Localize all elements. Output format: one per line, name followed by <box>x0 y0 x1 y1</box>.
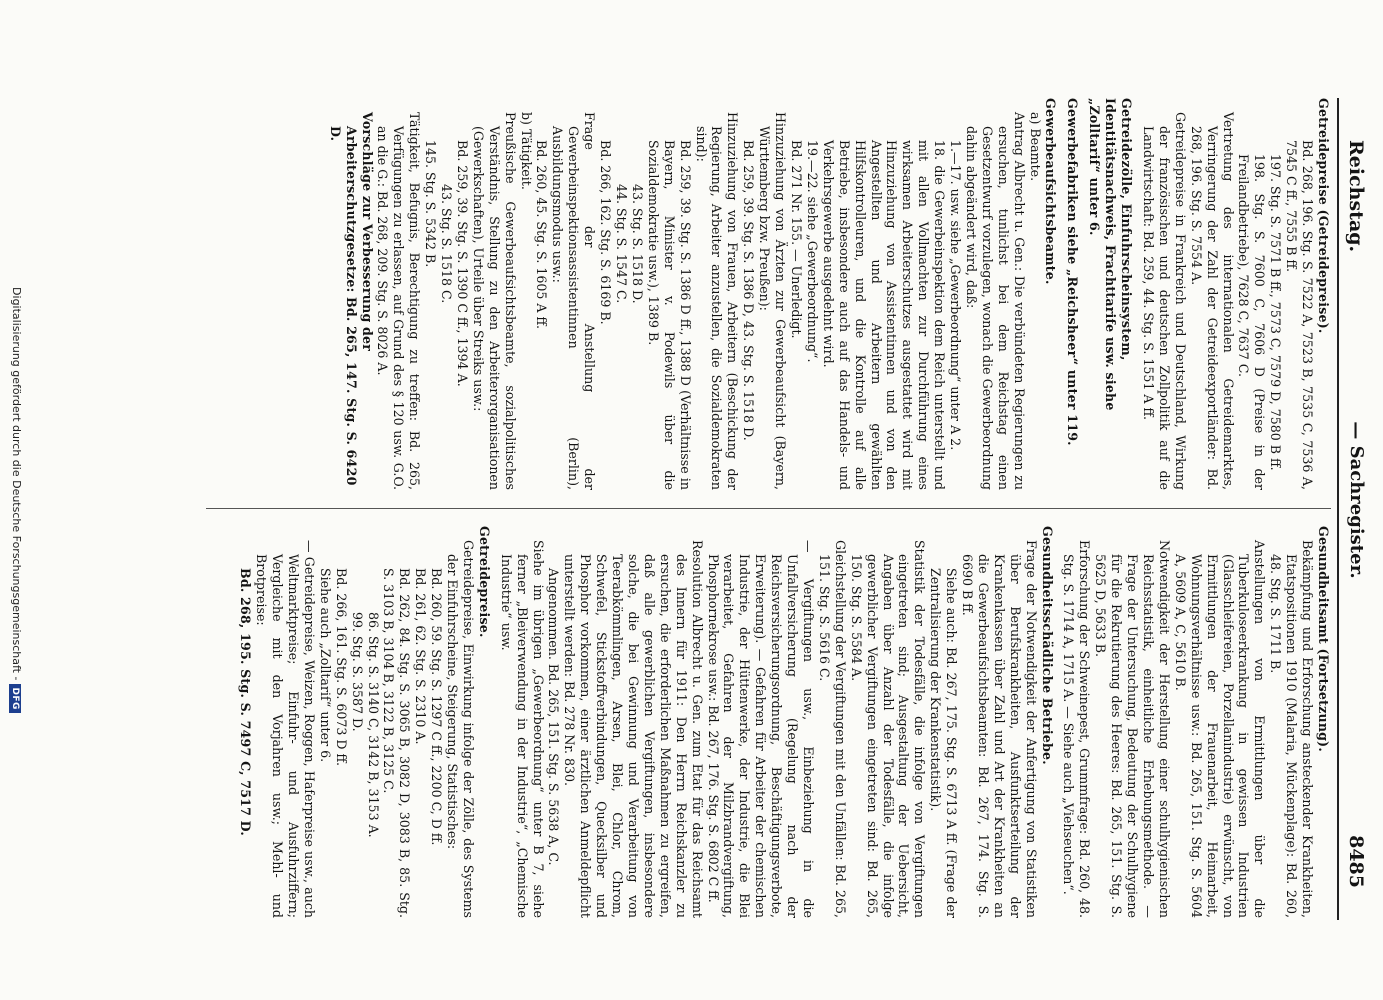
register-entry: Siehe im übrigen „Gewerbeordnung“ unter B 7, siehe ferner „Bleiverwendung in der Industrie“, „Chemische Industrie“ usw. <box>498 540 546 918</box>
register-entry: Preußische Gewerbeaufsichtsbeamte, sozialpolitisches Verständnis, Stellung zu den Arbeiterorganisationen (Gewerkschaften), Urteile über Streiks usw.: <box>470 112 518 490</box>
register-entry: Erforschung der Schweinepest, Grummfrage: Bd. 260, 48. Stg. S. 1714 A, 1715 A. — Siehe auch „Viehseuchen“. <box>1061 540 1093 918</box>
register-entry: Siehe auch „Zolltarif“ unter 6. <box>317 568 333 763</box>
footer-text: Digitalisierung gefördert durch die Deutsche Forschungsgemeinschaft - <box>10 287 23 681</box>
register-heading: Gesundheitsamt (Fortsetzung). <box>1316 526 1331 752</box>
page-number: 8485 <box>1345 835 1367 888</box>
right-column <box>201 526 1331 918</box>
register-entry: Bekämpfung und Erforschung ansteckender Krankheiten, Etatspositionen 1910 (Malaria, Mückenplage): Bd. 260, 48. Stg. S. 1711 B. <box>1268 540 1316 918</box>
column-divider <box>206 508 1331 509</box>
register-entry: b) Tätigkeit. <box>518 112 534 190</box>
register-entry: Hinzuziehung von Ärzten zur Gewerbeaufsicht (Bayern, Württemberg bzw. Preußen): <box>757 112 789 490</box>
register-entry: Getreidepreise in Frankreich und Deutschland, Wirkung der französischen und deutschen Zollpolitik auf die Landwirtschaft: Bd. 259, 44. Stg. S. 1551 A ff. <box>1141 112 1188 490</box>
register-heading: Vorschläge zur Verbesserung der Arbeiterschutzgesetze: Bd. 265, 147. Stg. S. 6420 D. <box>327 112 375 486</box>
register-entry: 86. Stg. S. 3140 C, 3142 B, 3153 A. <box>365 612 381 838</box>
register-entry: Statistik der Todesfälle, die infolge von Vergiftungen eingetreten sind; Ausgestaltung der Uebersicht, Angaben über Anzahl der Todesfälle, die infolge gewerblicher Vergiftungen eingetreten sind: Bd. 265, 150. Stg. S. 5584 A. <box>848 540 928 918</box>
dfg-logo: DFG <box>9 684 21 713</box>
register-entry: Bd. 262, 84. Stg. S. 3065 B, 3082 D, 3083 B, 85. Stg. S. 3103 B, 3104 B, 3122 B, 3125 C. <box>381 568 413 918</box>
header-left: Reichstag. <box>1345 140 1367 253</box>
register-entry: Frage der Notwendigkeit der Anfertigung von Statistiken über Berufskrankheiten, Ausfunktserteilung der Krankenkassen über Zahl und Art der Krankheiten an die Gewerbeaufsichtsbeamten: Bd. 267, 174. Stg. S. 6690 B ff. <box>960 540 1039 918</box>
register-entry: Bd. 260, 45. Stg. S. 1605 A ff. <box>534 140 550 329</box>
register-entry: Anstellungen von Ermittlungen über die Tuberkuloseerkrankung in gewissen Industrien (Glasschleifereien, Porzellanindustrie) erwünscht, von Ermittlungen der Frauenarbeit, Heimarbeit, Wohnungsverhältnisse usw.: Bd. 265, 151. Stg. S. 5604 A, 5609 A, C, 5610 B. <box>1172 540 1268 918</box>
register-entry: a) Beamte. <box>1027 112 1043 182</box>
register-entry: Bd. 261, 62. Stg. S. 2310 A. <box>413 568 429 745</box>
register-entry: Bd. 259, 39. Stg. S. 1390 C ff., 1394 A. <box>454 140 470 387</box>
register-entry: Hinzuziehung von Frauen, Arbeitern (Beschickung der Regierung, Arbeiter anzustellen, die Sozialdemokraten sind): <box>693 112 741 490</box>
register-entry: Tätigkeit, Befugnis, Berechtigung zu treffen: Bd. 265, Verfügungen zu erlassen, auf Grund des § 120 usw. G.O. an die G.: Bd. 268, 209. Stg. S. 8026 A. <box>375 112 423 490</box>
register-entry: Getreidepreise, Einwirkung infolge der Zölle, des Systems der Einfuhrscheine, Steigerung, Statistisches: <box>445 540 476 918</box>
register-entry: Antrag Albrecht u. Gen.: Die verbündeten Regierungen zu ersuchen, tunlichst bei dem Reichstag einen Gesetzentwurf vorzulegen, wonach die Gewerbeordnung dahin abgeändert wird, daß: <box>963 112 1027 490</box>
register-entry: Bd. 259, 39. Stg. S. 1386 D, 43. Stg. S. 1518 D. <box>741 140 757 441</box>
register-entry: 197. Stg. S. 7571 B ff., 7573 C, 7579 D, 7580 B ff. <box>1268 154 1284 471</box>
register-entry: Bd. 259, 39. Stg. S. 1386 D ff., 1388 D (Verhältnisse in Bayern, Minister v. Podewils über die Sozialdemokratie usw.), 1389 B. <box>645 140 693 490</box>
register-entry: 18. die Gewerbeinspektion dem Reich unterstellt und mit allen Vollmachten zur Durchführung eines wirksamen Arbeiterschutzes ausgestattet wird mit Hinzuziehung von Assistentinnen und von den Angestellten und Arbeitern gewählten Hilfskontrolleuren, und die Kontrolle auf alle Betriebe, insbesondere auch auf das Handels- und Verkehrsgewerbe ausgedehnt wird. <box>820 140 948 490</box>
register-heading: Bd. 268, 195. Stg. S. 7497 C, 7517 D. <box>238 568 254 836</box>
register-entry: 145. Stg. S. 5342 B. <box>423 140 439 268</box>
register-entry: Notwendigkeit der Herstellung einer schulhygienischen Reichsstatistik, einheitliche Erhebungsmethode. — Frage der Untersuchung, Bedeutung der Schulhygiene für die Rekrutierung des Heeres: Bd. 265, 151. Stg. S. 5625 D, 5633 B. <box>1093 540 1172 918</box>
register-heading: Gewerbefabriken siehe „Reichsheer“ unter 119. <box>1065 98 1081 446</box>
register-entry: Angenommen. Bd. 265, 151. Stg. S. 5638 A, C. <box>546 568 562 866</box>
register-entry: 44. Stg. S. 1547 C. <box>614 184 630 304</box>
left-column <box>201 98 1331 490</box>
register-entry: — Vergiftungen usw., Einbeziehung in die Unfallversicherung (Regelung nach der Reichsversicherungsordnung, Beschäftigungsverbote, Erweiterung). — Gefahren für Arbeiter der chemischen Industrie, der Hüttenwerke, der Industrie, die Blei verarbeitet, Gefahren der Milzbrandvergiftung, Phosphornekrose usw.: Bd. 267, 176. Stg. S. 6802 C ff. <box>705 540 816 918</box>
register-entry: Bd. 268, 196. Stg. S. 7522 A, 7523 B, 7535 C, 7536 A, 7545 C ff., 7555 B ff. <box>1284 140 1316 490</box>
register-heading: Getreidepreise (Getreidepreise). <box>1316 98 1331 334</box>
register-entry: 198. Stg. S. 7600 C, 7606 D (Preise in der Freilandbetriebe), 7628 C, 7637 C. <box>1236 154 1268 490</box>
register-entry: Bd. 260, 59. Stg. S. 1297 C ff., 2200 C, D ff. <box>429 568 445 846</box>
register-entry: — Getreidepreise, Weizen, Roggen, Haferpreise usw., auch Weltmarktpreise; Einfuhr- und Ausfuhrziffern; Vergleiche mit den Vorjahren usw.; Mehl- und Brotpreise: <box>254 540 317 918</box>
register-entry: 43. Stg. S. 1518 C. <box>439 184 455 304</box>
register-entry: Vertretung des internationalen Getreidemarktes, Verringerung der Zahl der Getreideexportländer: Bd. 268, 196. Stg. S. 7554 A. <box>1188 112 1236 490</box>
register-entry: Frage der Anstellung der Gewerbeinspektionsassistentinnen (Berlin), Ausbildungsmodus usw.: <box>550 112 598 490</box>
register-heading: Getreidepreise. <box>476 526 492 638</box>
register-entry: Siehe auch: Bd. 267, 175. Stg. S. 6713 A ff. (Frage der Zentralisierung der Krankenstatistik). <box>928 568 960 918</box>
register-entry: Gleichstellung der Vergiftungen mit den Unfällen: Bd. 265, 151. Stg. S. 5616 C. <box>816 540 848 918</box>
register-entry: 99. Stg. S. 3587 D. <box>349 612 365 732</box>
footer <box>9 0 23 1000</box>
register-heading: Gesundheitsschädliche Betriebe. <box>1039 526 1055 765</box>
register-entry: 19.—22. siehe „Gewerbeordnung“. <box>804 140 820 363</box>
register-entry: Bd. 266, 162. Stg. S. 6169 B. <box>598 140 614 325</box>
header-rule <box>1337 98 1339 920</box>
register-heading: Gewerbeaufsichtsbeamte. <box>1043 98 1059 285</box>
register-heading: Getreidezölle, Einfuhrscheinsystem, Identitätsnachweis, Frachttarife usw. siehe „Zolltarif“ unter 6. <box>1087 98 1135 411</box>
register-entry: Bd. 271 Nr. 155. — Unerledigt. <box>789 140 804 339</box>
header-center: — Sachregister. <box>1346 421 1367 579</box>
register-entry: Resolution Albrecht u. Gen. zum Etat für das Reichsamt des Innern für 1911: Den Herrn Reichskanzler zu ersuchen, die erforderlichen Maßnahmen zu ergreifen, daß alle gewerblichen Vergiftungen, insbesondere solche, die bei Gewinnung und Verarbeitung von Teerabkömmlingen, Arsen, Blei, Chlor, Chrom, Schwefel, Stickstoffverbindungen, Quecksilber und Phosphor vorkommen, einer ärztlichen Anmeldepflicht unterstellt werden: Bd. 278 Nr. 830. <box>562 540 705 918</box>
register-entry: 1.—17. usw. siehe „Gewerbeordnung“ unter A 2. <box>948 140 964 451</box>
register-entry: 43. Stg. S. 1518 D. <box>629 184 645 304</box>
register-entry: Bd. 266, 161. Stg. S. 6073 D ff. <box>333 568 349 767</box>
